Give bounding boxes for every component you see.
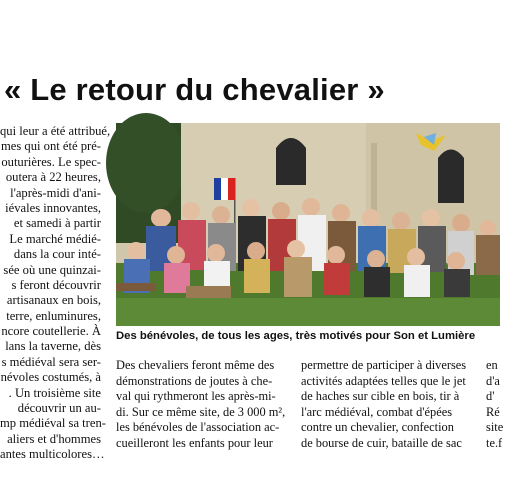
- text-line: Ré: [486, 404, 500, 419]
- text-line: Des chevaliers feront même des: [116, 358, 275, 372]
- text-line: terre, enluminures,: [6, 308, 101, 323]
- text-line: d': [486, 389, 495, 404]
- text-line: di. Sur ce même site, de 3 000 m²,: [116, 404, 286, 419]
- body-column-3: [486, 358, 526, 452]
- text-line: sée où une quinzai-: [3, 262, 101, 277]
- text-line: l'arc médiéval, combat d'épées: [301, 404, 453, 419]
- text-line: iévales innovantes,: [5, 200, 101, 215]
- text-line: d'a: [486, 373, 500, 388]
- text-line: s médiéval sera ser-: [1, 354, 101, 369]
- flag: [214, 178, 221, 200]
- body-column-1: [116, 358, 288, 452]
- arched-window: [276, 138, 306, 185]
- text-line: mp médiéval sa tren-: [0, 416, 106, 431]
- group-photo-illustration: [116, 123, 500, 326]
- arched-window: [438, 150, 464, 204]
- text-line: découvrir un au-: [17, 401, 101, 416]
- text-line: contre un chevalier, confection: [301, 420, 454, 435]
- text-line: névoles costumés, à: [0, 370, 101, 385]
- text-line: val qui rythmeront les après-mi-: [116, 389, 276, 404]
- text-line: outurières. Le spec-: [1, 154, 101, 169]
- text-line: Le marché médié-: [9, 231, 101, 246]
- text-line: te.f: [486, 435, 503, 450]
- text-line: outera à 22 heures,: [5, 170, 101, 185]
- text-line: artisanaux en bois,: [6, 293, 101, 308]
- text-line: qui leur a été attribué,: [0, 124, 111, 138]
- text-line: activités adaptées telles que le jet: [301, 373, 466, 388]
- group-photo: [116, 123, 500, 326]
- text-line: antes multicolores…: [0, 447, 105, 462]
- text-line: . Un troisième site: [8, 385, 101, 400]
- article-headline: « Le retour du chevalier »: [4, 72, 385, 107]
- text-line: ncore coutellerie. À: [1, 324, 101, 339]
- text-line: permettre de participer à diverses: [301, 358, 467, 372]
- text-line: de bourse de cuir, bataille de sac: [301, 435, 462, 450]
- text-line: site: [486, 420, 504, 435]
- text-line: les bénévoles de l'association ac-: [116, 420, 280, 435]
- text-line: et samedi à partir: [13, 216, 101, 231]
- text-line: dans la cour inté-: [13, 247, 101, 262]
- text-line: aliers et d'hommes: [7, 431, 101, 446]
- text-line: s feront découvrir: [11, 277, 101, 292]
- left-text-column: [0, 124, 111, 463]
- text-line: lans la taverne, dès: [5, 339, 101, 354]
- text-line: de haches sur cible en bois, tir à: [301, 389, 460, 404]
- text-line: l'après-midi d'ani-: [10, 185, 101, 200]
- text-line: démonstrations de joutes à che-: [116, 373, 273, 388]
- photo-caption: Des bénévoles, de tous les ages, très motivés pour Son et Lumière: [116, 330, 476, 342]
- text-line: cueilleront les enfants pour leur: [116, 435, 273, 450]
- text-line: mes qui ont été pré-: [0, 139, 101, 154]
- body-column-2: [301, 358, 471, 452]
- text-line: en: [486, 358, 498, 372]
